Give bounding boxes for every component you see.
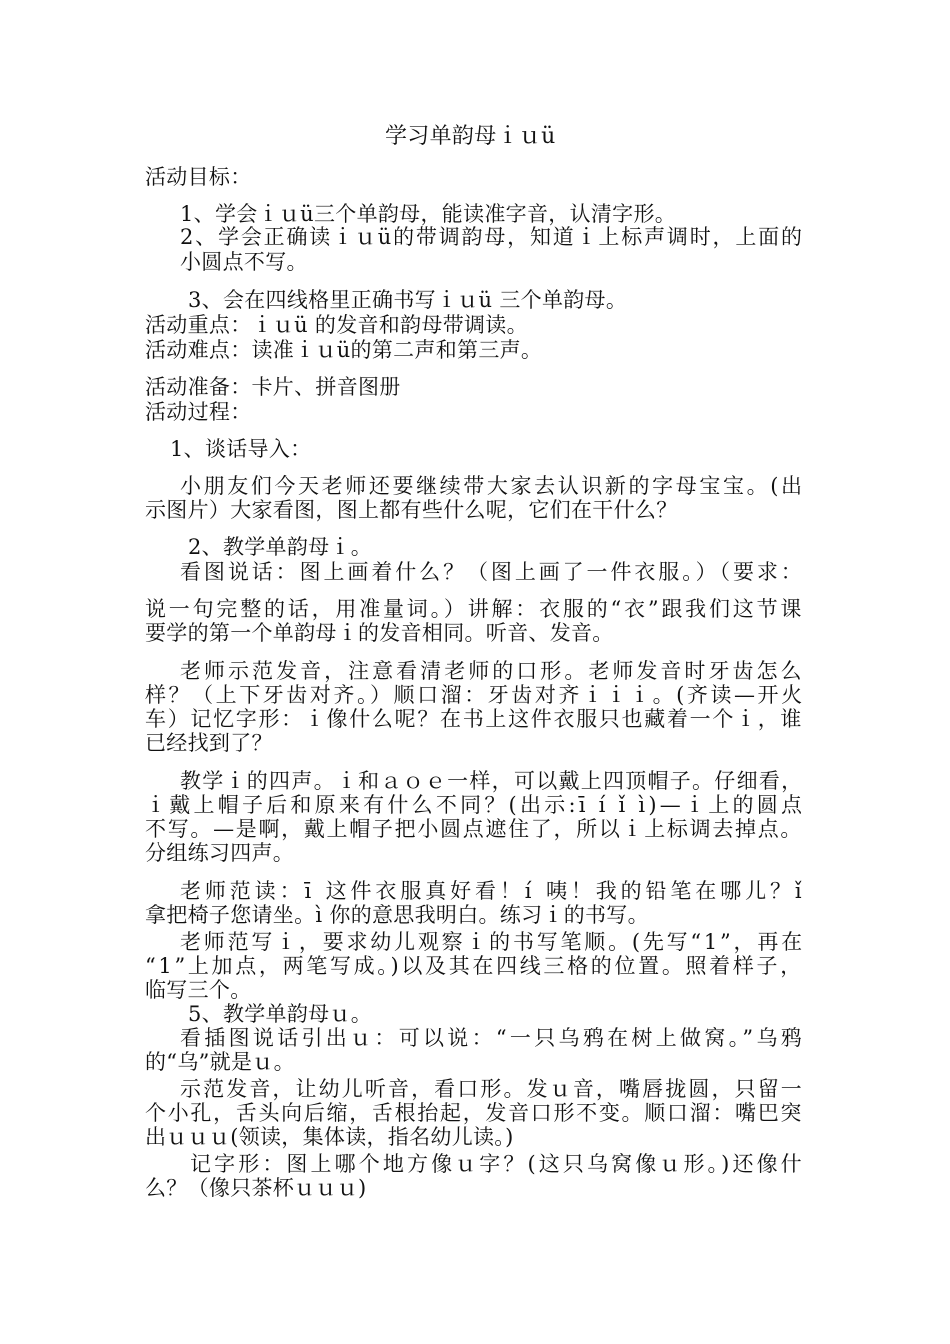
body-line: 教学ｉ的四声。ｉ和ａｏｅ一样，可以戴上四顶帽子。仔细看， xyxy=(180,769,804,793)
body-line: 活动过程： xyxy=(145,400,252,424)
body-line: 车）记忆字形：ｉ像什么呢？在书上这件衣服只也藏着一个ｉ，谁 xyxy=(145,707,804,731)
body-line: “1”上加点，两笔写成。)以及其在四线三格的位置。照着样子， xyxy=(145,954,804,978)
body-line: 老师范写ｉ，要求幼儿观察ｉ的书写笔顺。(先写“1”，再在 xyxy=(180,930,805,954)
body-line: 看图说话：图上画着什么？（图上画了一件衣服。）（要求： xyxy=(180,560,805,584)
body-line: 要学的第一个单韵母ｉ的发音相同。听音、发音。 xyxy=(145,621,614,645)
body-line: 不写。—是啊，戴上帽子把小圆点遮住了，所以ｉ上标调去掉点。 xyxy=(145,817,804,841)
body-line: 示范发音，让幼儿听音，看口形。发ｕ音，嘴唇拢圆，只留一 xyxy=(180,1077,804,1101)
body-line: 1、谈话导入： xyxy=(170,437,312,461)
body-line: 5、教学单韵母ｕ。 xyxy=(188,1002,373,1026)
body-line: 小圆点不写。 xyxy=(180,250,308,274)
document-title: 学习单韵母ｉｕü xyxy=(385,124,556,149)
body-line: 2、教学单韵母ｉ。 xyxy=(188,535,373,559)
body-line: 示图片）大家看图，图上都有些什么呢，它们在干什么？ xyxy=(145,498,678,522)
body-line: 3、会在四线格里正确书写ｉｕü 三个单韵母。 xyxy=(188,288,628,312)
body-line: 么？（像只茶杯ｕｕｕ) xyxy=(145,1176,367,1200)
body-line: 小朋友们今天老师还要继续带大家去认识新的字母宝宝。(出 xyxy=(180,474,805,498)
body-line: 出ｕｕｕ(领读，集体读，指名幼儿读。) xyxy=(145,1125,514,1149)
body-line: 活动难点：读准ｉｕü的第二声和第三声。 xyxy=(145,338,543,362)
body-line: 看插图说话引出ｕ：可以说：“一只乌鸦在树上做窝。”乌鸦 xyxy=(180,1026,806,1050)
body-line: 活动准备：卡片、拼音图册 xyxy=(145,375,401,399)
body-line: 1、学会ｉｕü三个单韵母，能读准字音，认清字形。 xyxy=(180,202,677,226)
body-line: 活动重点：ｉｕü 的发音和韵母带调读。 xyxy=(145,313,528,337)
body-line: 临写三个。 xyxy=(145,978,252,1002)
body-line: 老师示范发音，注意看清老师的口形。老师发音时牙齿怎么 xyxy=(180,659,805,683)
body-line: 2、学会正确读ｉｕü的带调韵母，知道ｉ上标声调时，上面的 xyxy=(180,225,804,249)
body-line: 已经找到了？ xyxy=(145,731,273,755)
body-line: 样？（上下牙齿对齐。）顺口溜：牙齿对齐ｉｉｉ。(齐读—开火 xyxy=(145,683,805,707)
body-line: 老师范读：ī 这件衣服真好看！í 咦！我的铅笔在哪儿？ǐ xyxy=(180,879,806,903)
body-line: 分组练习四声。 xyxy=(145,841,295,865)
body-line: 活动目标： xyxy=(145,165,252,189)
body-line: 个小孔，舌头向后缩，舌根抬起，发音口形不变。顺口溜：嘴巴突 xyxy=(145,1101,804,1125)
body-line: 拿把椅子您请坐。ì 你的意思我明白。练习ｉ的书写。 xyxy=(145,903,649,927)
body-line: 说一句完整的话，用准量词。）讲解：衣服的“衣”跟我们这节课 xyxy=(145,597,805,621)
body-line: 记字形：图上哪个地方像ｕ字？(这只乌窝像ｕ形。)还像什 xyxy=(190,1152,805,1176)
body-line: ｉ戴上帽子后和原来有什么不同？(出示:ī í ǐ ì)—ｉ上的圆点 xyxy=(145,793,806,817)
body-line: 的“乌”就是ｕ。 xyxy=(145,1050,295,1074)
